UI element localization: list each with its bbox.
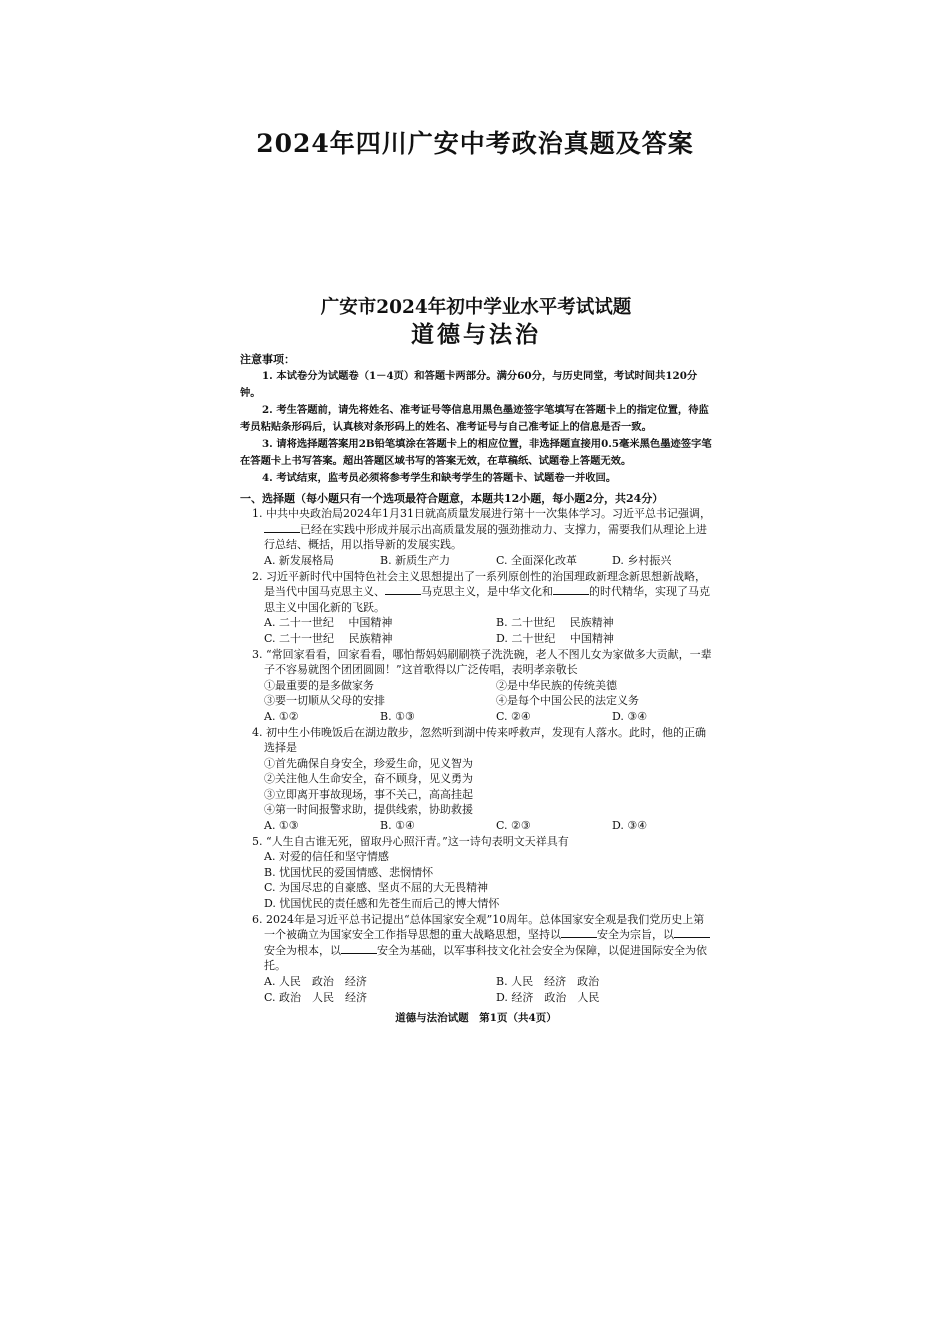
option-list (240, 818, 712, 834)
option-list (240, 974, 712, 1005)
statement-item: ①最重要的是多做家务 (264, 678, 374, 692)
option-list (240, 849, 712, 911)
option-b: B. ①④ (380, 819, 415, 833)
question-stem-cont: 已经在实践中形成并展示出高质量发展的强劲推动力、支撑力，需要我们从理论上进行总结、概括，用以指导新的发展实践。 (264, 522, 707, 552)
notice-item: 3. 请将选择题答案用2B铅笔填涂在答题卡上的相应位置，非选择题直接用0.5毫米黑色墨迹签字笔在答题卡上书写答案。超出答题区域书写的答案无效，在草稿纸、试题卷上答题无效。 (240, 437, 712, 467)
option-b: B. ①③ (380, 709, 415, 723)
option-d: D. 忧国忧民的责任感和先苍生而后己的博大情怀 (264, 897, 500, 911)
statement-list (240, 678, 712, 709)
question-stem-cont: 安全为根本，以 (264, 943, 341, 957)
option-list (240, 553, 712, 569)
statement-item: ③要一切顺从父母的安排 (264, 694, 385, 708)
question-stem-cont: 马克思主义，是中华文化和 (421, 585, 553, 599)
answer-blank (674, 927, 710, 938)
notice-item: 1. 本试卷分为试题卷（1－4页）和答题卡两部分。满分60分，与历史同堂，考试时间共120分钟。 (240, 369, 698, 399)
statement-item: ①首先确保自身安全，珍爱生命，见义智为 (264, 756, 473, 770)
option-list (240, 615, 712, 646)
option-d: D. 经济 政治 人民 (496, 990, 600, 1004)
scanned-exam-page (240, 296, 712, 1025)
notice-item: 2. 考生答题前，请先将姓名、准考证号等信息用黑色墨迹签字笔填写在答题卡上的指定位置，待监考员粘贴条形码后，认真核对条形码上的姓名、准考证号与自己准考证上的信息是否一致。 (240, 403, 709, 433)
option-list (240, 709, 712, 725)
question-stem: 5. “人生自古谁无死，留取丹心照汗青。”这一诗句表明文天祥具有 (252, 834, 569, 848)
subject-title: 道德与法治 (411, 321, 541, 348)
statement-item: ②是中华民族的传统美德 (496, 678, 617, 692)
document-title: 2024年四川广安中考政治真题及答案 (256, 129, 694, 158)
option-c: C. 政治 人民 经济 (264, 990, 368, 1004)
option-c: C. ②③ (496, 819, 531, 833)
exam-title: 广安市2024年初中学业水平考试试题 (320, 297, 632, 318)
option-c: C. ②④ (496, 709, 531, 723)
option-d: D. 二十世纪 中国精神 (496, 631, 614, 645)
option-c: C. 二十一世纪 民族精神 (264, 631, 393, 645)
option-a: A. ①② (264, 709, 299, 723)
option-d: D. 乡村振兴 (612, 553, 672, 567)
statement-item: ④是每个中国公民的法定义务 (496, 694, 639, 708)
option-a: A. 人民 政治 经济 (264, 975, 367, 988)
notice-heading: 注意事项： (240, 353, 295, 366)
answer-blank (553, 584, 589, 595)
option-c: C. 全面深化改革 (496, 553, 578, 567)
question-2 (240, 569, 712, 647)
question-stem-cont: 安全为基础，以军事科技文化社会安全为保障，以促进国际安全为依托。 (264, 943, 707, 973)
question-stem: 3. “常回家看看，回家看看，哪怕帮妈妈刷刷筷子洗洗碗，老人不图儿女为家做多大贡献，一辈子不容易就图个团团圆圆！”这首歌得以广泛传唱，表明孝亲敬长 (252, 647, 712, 677)
statement-item: ②关注他人生命安全，奋不顾身，见义勇为 (264, 772, 473, 786)
option-d: D. ③④ (612, 819, 648, 833)
answer-blank (561, 927, 597, 938)
question-3 (240, 647, 712, 725)
question-1 (240, 506, 712, 568)
question-stem: 4. 初中生小伟晚饭后在湖边散步，忽然听到湖中传来呼救声，发现有人落水。此时，他的正确选择是 (252, 725, 706, 755)
option-a: A. 二十一世纪 中国精神 (264, 616, 393, 630)
notice-block (240, 352, 712, 487)
option-a: A. 对爱的信任和坚守情感 (264, 850, 389, 864)
option-b: B. 二十世纪 民族精神 (496, 616, 614, 630)
option-c: C. 为国尽忠的自豪感、坚贞不屈的大无畏精神 (264, 881, 489, 895)
question-stem: 1. 中共中央政治局2024年1月31日就高质量发展进行第十一次集体学习。习近平总书记强调， (252, 507, 711, 521)
statement-list (240, 756, 712, 818)
question-6 (240, 912, 712, 1006)
notice-item: 4. 考试结束，监考员必须将参考学生和缺考学生的答题卡、试题卷一并收回。 (262, 471, 617, 484)
option-b: B. 新质生产力 (380, 553, 451, 567)
question-stem-cont: 的时代精华，实现了马克思主义中国化新的飞跃。 (264, 585, 710, 614)
option-b: B. 人民 经济 政治 (496, 975, 600, 988)
option-b: B. 忧国忧民的爱国情感、悲悯情怀 (264, 865, 434, 879)
option-d: D. ③④ (612, 709, 648, 723)
question-stem: 2. 习近平新时代中国特色社会主义思想提出了一系列原创性的治国理政新理念新思想新战略，是当代中国马克思主义、 (252, 569, 706, 599)
question-4 (240, 725, 712, 834)
question-stem: 6. 2024年是习近平总书记提出“总体国家安全观”10周年。总体国家安全观是我们党历史上第一个被确立为国家安全工作指导思想的重大战略思想，坚持以 (252, 912, 705, 942)
question-5 (240, 834, 712, 912)
statement-item: ④第一时间报警求助，提供线索，协助救援 (264, 803, 473, 817)
option-a: A. ①③ (264, 819, 299, 833)
statement-item: ③立即离开事故现场，事不关己，高高挂起 (264, 787, 473, 801)
question-stem-cont: 安全为宗旨，以 (597, 928, 674, 942)
answer-blank (341, 943, 377, 954)
answer-blank (385, 584, 421, 595)
option-a: A. 新发展格局 (264, 553, 334, 567)
answer-blank (264, 522, 300, 533)
page-footer: 道德与法治试题 第1页（共4页） (395, 1012, 557, 1025)
section-heading: 一、选择题（每小题只有一个选项最符合题意，本题共12小题，每小题2分，共24分） (240, 491, 664, 505)
